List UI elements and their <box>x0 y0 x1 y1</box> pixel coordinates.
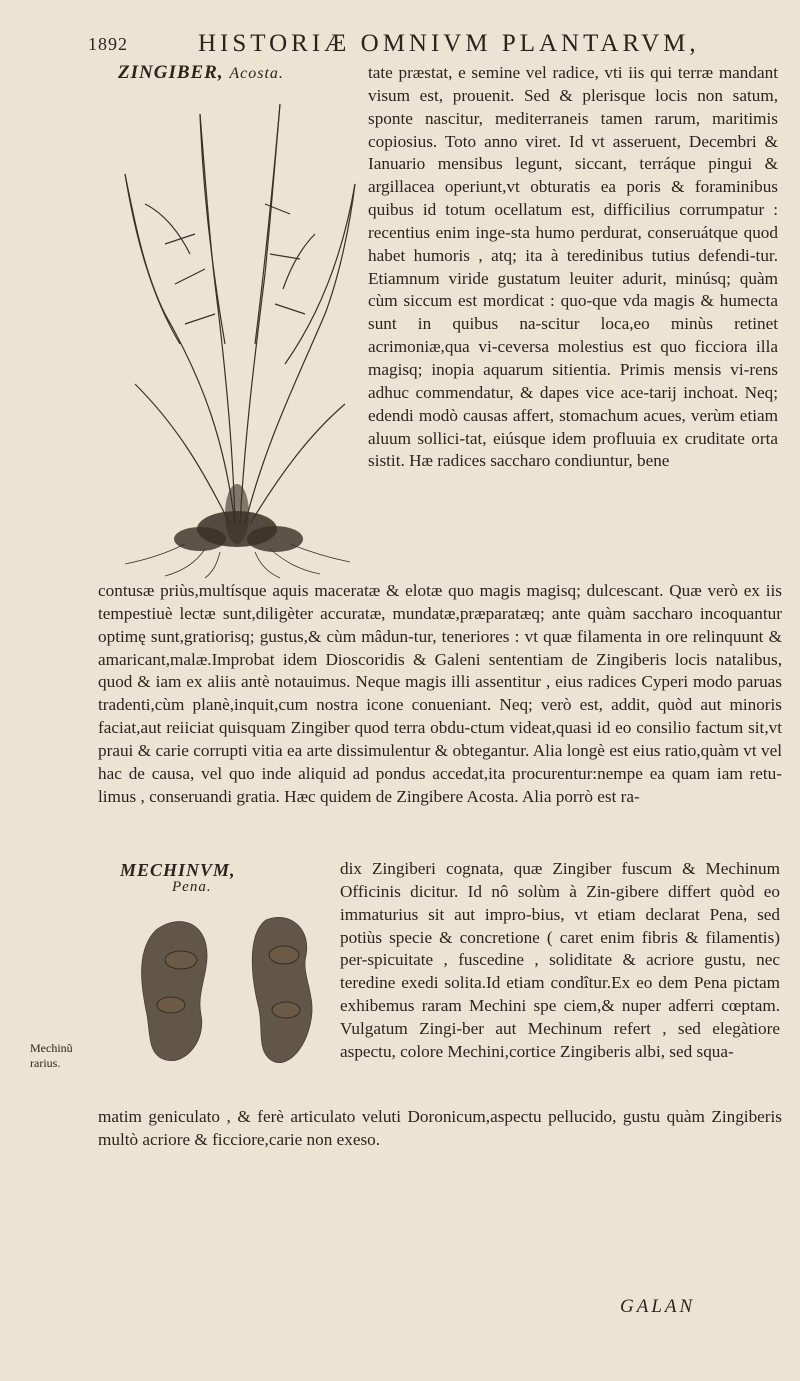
figure-caption-mechinum <box>120 860 236 896</box>
text-block-1 <box>368 62 778 473</box>
caption-title: MECHINVM, <box>120 860 236 880</box>
mechinum-root-illustration <box>126 900 334 1080</box>
caption-author: Pena. <box>172 879 212 895</box>
paragraph-3: dix Zingiberi cognata, quæ Zingiber fuscum & Mechinum Officinis dicitur. Id nô solùm à Zin-gibere differt quòd eo immaturius sit aut impro-bius, vt etiam declarat Pena, sed potiùs specie & concretione ( caret enim fibris & filamentis) per-spicuitate , fuscedine , soliditate & acriore gustu, nec teredine exedi solita.Id etiam condîtur.Ex eo dem Pena pictam exhibemus raram Mechini spe ciem,& nuper adferri cœptam. Vulgatum Zingi-ber aut Mechinum refert , sed elegàtiore aspectu, colore Mechini,cortice Zingiberis albi, sed squa- <box>340 859 780 1061</box>
paragraph-4: matim geniculato , & ferè articulato veluti Doronicum,aspectu pellucido, gustu quàm Zingiberis multò acriore & ficciore,carie non exeso. <box>98 1107 782 1149</box>
paragraph-2: contusæ priùs,multísque aquis maceratæ & elotæ quo magis magisq; dulcescant. Quæ verò ex iis tempestiuè lectæ sunt,diligèter accuratæ, mundatæ,præparatæq; ante quàm saccharo incoquantur optimę sunt,gratiorisq; gustus,& cùm mâdun-tur, teneriores : vt quæ filamenta in ore relinquunt & amaricant,malæ.Improbat idem Dioscoridis & Galeni sententiam de Zingiberis locis natalibus, quod & iam ex aliis antè notauimus. Neque magis illi assentitur , eius radices Cyperi modo paruas tradenti,cùm planè,inquit,cum nostra icone conueniant. Neq; verò est, addit, quòd aut minoris faciat,aut reiiciat quisquam Zingiber quod terra obdu-ctum videat,quasi id eo consilio factum sit,vt praui & carie corrupti vitia ea arte dissimulentur & obtegantur. Alia longè est eius ratio,quàm vt vel hac de causa, vel quo inde aliquid ad pondus accedat,ita procurentur:nempe ea quam iam retu-limus , conseruandi gratia. Hæc quidem de Zingibere Acosta. Alia porrò est ra- <box>98 581 782 806</box>
paragraph-1: tate præstat, e semine vel radice, vti iis qui terræ mandant visum est, prouenit. Sed & plerisque locis non satum, sponte nascitur, mediterraneis tamen rarum, maritimis copiosius. Toto anno viret. Id vt asseruent, Decembri & Ianuario mensibus legunt, siccant, terráque pingui & argillacea operiunt,vt obturatis ea poris & foraminibus quibus id totum ocellatum est, difficilius corrumpatur : recentius enim inge-sta humo perdurat, conseruátque quod habet humoris , atq; ita à teredinibus tutius defendi-tur. Etiamnum viride gustatum leuiter adurit, minúsq; quàm cùm siccum est mordicat : quo-que vda magis & humecta sunt in quibus na-scitur loca,eo minùs retinet acrimoniæ,qua vi-ceversa molestius est quo ficciora illa magisq; inopia aquarum sitientia. Primis mensis vi-rens adhuc commendatur, & dapes vice ace-tarij inchoat. Neq; edendi modò causas affert, stomachum acues, verùm etiam aluum sollici-tat, eiúsque idem profluuia ex cruditate orta sistit. Hæ radices saccharo condiuntur, bene <box>368 63 778 471</box>
caption-author: Acosta. <box>229 65 284 82</box>
caption-title: ZINGIBER, <box>118 62 224 83</box>
margin-note: Mechinũ rarius. <box>30 1041 73 1070</box>
page-header <box>88 30 778 64</box>
zingiber-plant-illustration <box>105 84 363 579</box>
running-title: HISTORIÆ OMNIVM PLANTARVM, <box>198 30 700 57</box>
page-number: 1892 <box>88 34 128 54</box>
text-block-4 <box>98 1106 782 1152</box>
text-block-2 <box>98 580 782 808</box>
figure-caption-zingiber <box>118 62 284 84</box>
catchword: GALAN <box>620 1296 696 1317</box>
text-block-3 <box>340 858 780 1064</box>
